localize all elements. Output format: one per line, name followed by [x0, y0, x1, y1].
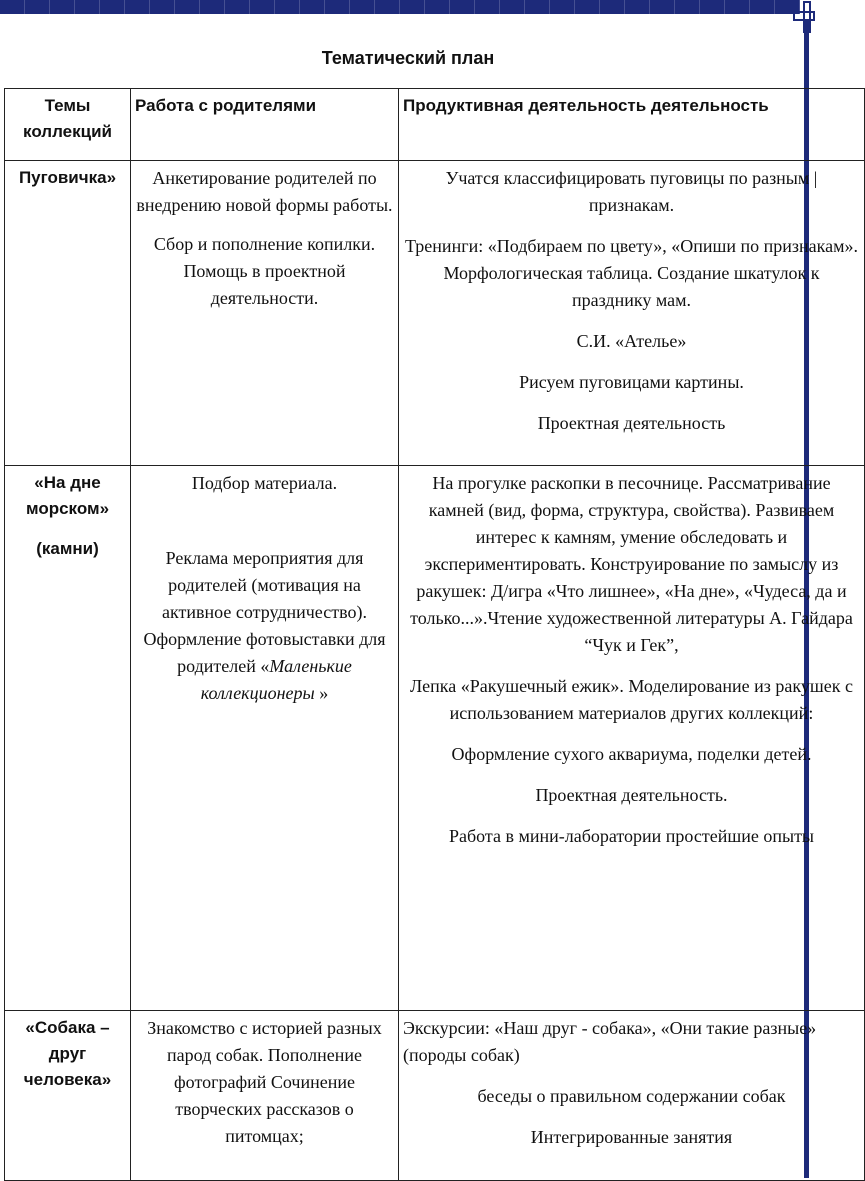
- theme-text: «На дне морском»: [25, 473, 110, 518]
- theme-text: Пуговичка»: [18, 168, 117, 187]
- activity-text: Тренинги: «Подбираем по цвету», «Опиши по признакам». Морфологическая таблица. Создание шкатулок к празднику мам.: [405, 236, 858, 310]
- activity-text: Оформление сухого аквариума, поделки детей.: [451, 744, 812, 764]
- theme-cell: [5, 1011, 131, 1181]
- spacer: [135, 509, 394, 545]
- parents-text-main: Реклама мероприятия для родителей (мотивация на активное сотрудничество). Оформление фотовыставки для родителей «: [143, 548, 386, 676]
- theme-cell: [5, 161, 131, 466]
- activity-text: Интегрированные занятия: [530, 1127, 733, 1147]
- activity-text: Проектная деятельность: [537, 413, 726, 433]
- activity-text: С.И. «Ателье»: [576, 331, 687, 351]
- activity-text: На прогулке раскопки в песочнице. Рассматривание камней (вид, форма, структура, свойства). Развиваем интерес к камням, умение обследовать и экспериментировать. Конструирование по замыслу из ракушек: Д/игра «Что лишнее», «На дне», «Чудеса, да и только...».Чтение художественной литературы А. Гайдара “Чук и Гек”,: [410, 473, 853, 655]
- activity-cell: [399, 1011, 865, 1181]
- header-parents: Работа с родителями: [131, 89, 399, 161]
- activity-text: Работа в мини-лаборатории простейшие опыты: [448, 826, 815, 846]
- top-border-decoration: [0, 0, 800, 14]
- parents-cell: [131, 161, 399, 466]
- parents-text: Анкетирование родителей по внедрению новой формы работы.: [136, 168, 393, 215]
- plan-table: [4, 88, 865, 1181]
- activity-text: Учатся классифицировать пуговицы по разным | признакам.: [445, 168, 818, 215]
- theme-text: (камни): [36, 539, 99, 558]
- activity-text: Проектная деятельность.: [535, 785, 728, 805]
- parents-text: Знакомство с историей разных парод собак. Пополнение фотографий Сочинение творческих рассказов о питомцах;: [147, 1018, 382, 1146]
- activity-text: Экскурсии: «Наш друг - собака», «Они такие разные» (породы собак): [403, 1018, 817, 1065]
- page-title: Тематический план: [321, 48, 495, 68]
- activity-cell: [399, 161, 865, 466]
- header-themes: Темы коллекций: [5, 89, 131, 161]
- activity-cell: [399, 466, 865, 1011]
- header-activity: Продуктивная деятельность деятельность: [399, 89, 865, 161]
- parents-text-end: »: [314, 683, 329, 703]
- parents-text: Сбор и пополнение копилки. Помощь в проектной деятельности.: [153, 234, 376, 308]
- theme-cell: [5, 466, 131, 1011]
- activity-text: Лепка «Ракушечный ежик». Моделирование из ракушек с использованием материалов других коллекций:: [410, 676, 853, 723]
- parents-cell: [131, 466, 399, 1011]
- activity-text: Рисуем пуговицами картины.: [519, 372, 744, 392]
- parents-cell: [131, 1011, 399, 1181]
- activity-text: беседы о правильном содержании собак: [477, 1086, 786, 1106]
- theme-text: «Собака – друг человека»: [23, 1018, 112, 1089]
- table-row: [5, 161, 865, 466]
- table-header-row: [5, 89, 865, 161]
- parents-text: Подбор материала.: [191, 473, 338, 493]
- plan-table-viewport: [4, 88, 858, 1178]
- parents-text-italic: Маленькие коллекционеры: [200, 656, 352, 703]
- table-row: [5, 466, 865, 1011]
- corner-ornament-icon: [790, 0, 816, 36]
- table-row: [5, 1011, 865, 1181]
- parents-text: [135, 545, 394, 707]
